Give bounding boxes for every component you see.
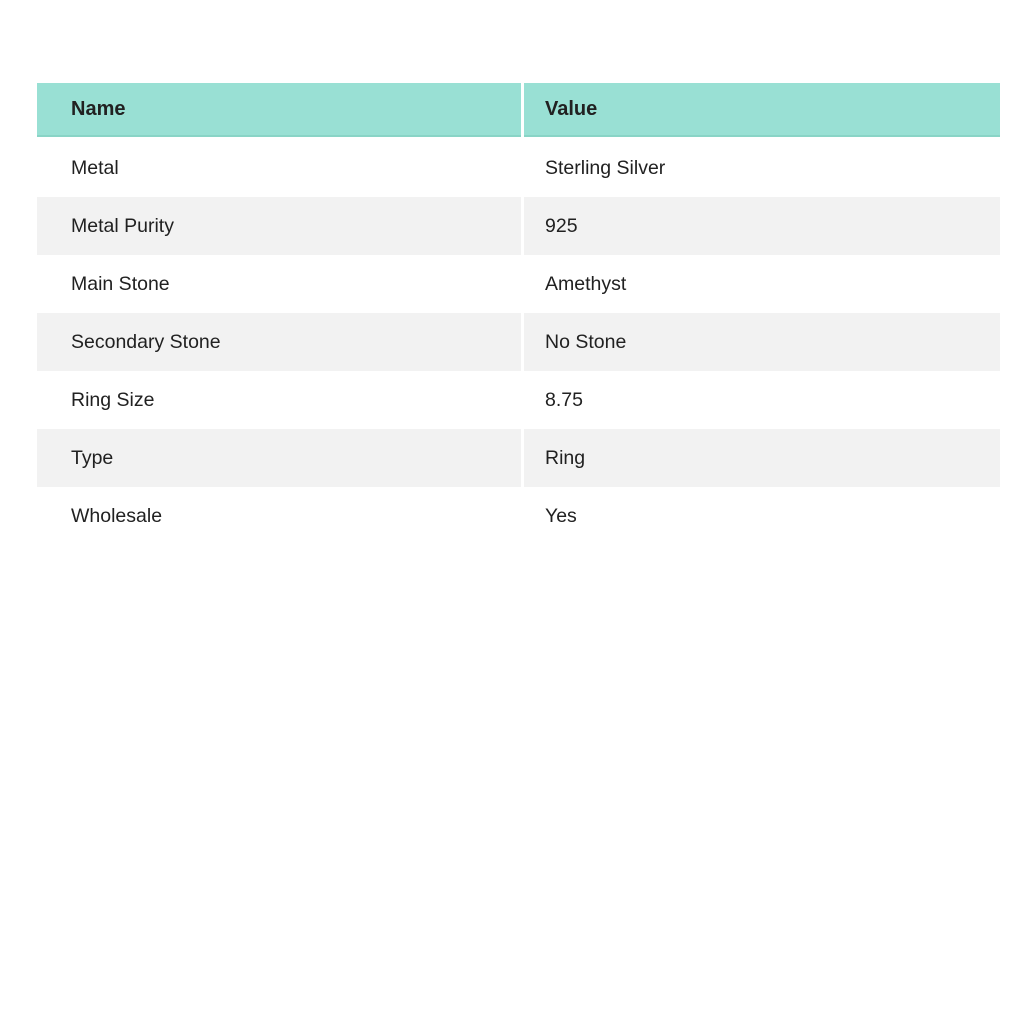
row-name-cell: Ring Size (37, 371, 521, 429)
row-value-cell: No Stone (524, 313, 1000, 371)
column-header-name: Name (37, 83, 521, 137)
row-name-cell: Secondary Stone (37, 313, 521, 371)
row-name-cell: Metal (37, 139, 521, 197)
column-header-value: Value (524, 83, 1000, 137)
row-name-cell: Wholesale (37, 487, 521, 545)
table-row (37, 487, 1000, 545)
table-row (37, 313, 1000, 371)
table-row (37, 429, 1000, 487)
product-spec-table (37, 83, 1000, 545)
row-value-cell: Amethyst (524, 255, 1000, 313)
table-body (37, 139, 1000, 545)
row-value-cell: 925 (524, 197, 1000, 255)
row-name-cell: Type (37, 429, 521, 487)
row-value-cell: 8.75 (524, 371, 1000, 429)
row-name-cell: Main Stone (37, 255, 521, 313)
table-row (37, 139, 1000, 197)
table-row (37, 255, 1000, 313)
row-value-cell: Ring (524, 429, 1000, 487)
table-row (37, 197, 1000, 255)
row-name-cell: Metal Purity (37, 197, 521, 255)
table-header-row (37, 83, 1000, 137)
table-row (37, 371, 1000, 429)
row-value-cell: Yes (524, 487, 1000, 545)
row-value-cell: Sterling Silver (524, 139, 1000, 197)
